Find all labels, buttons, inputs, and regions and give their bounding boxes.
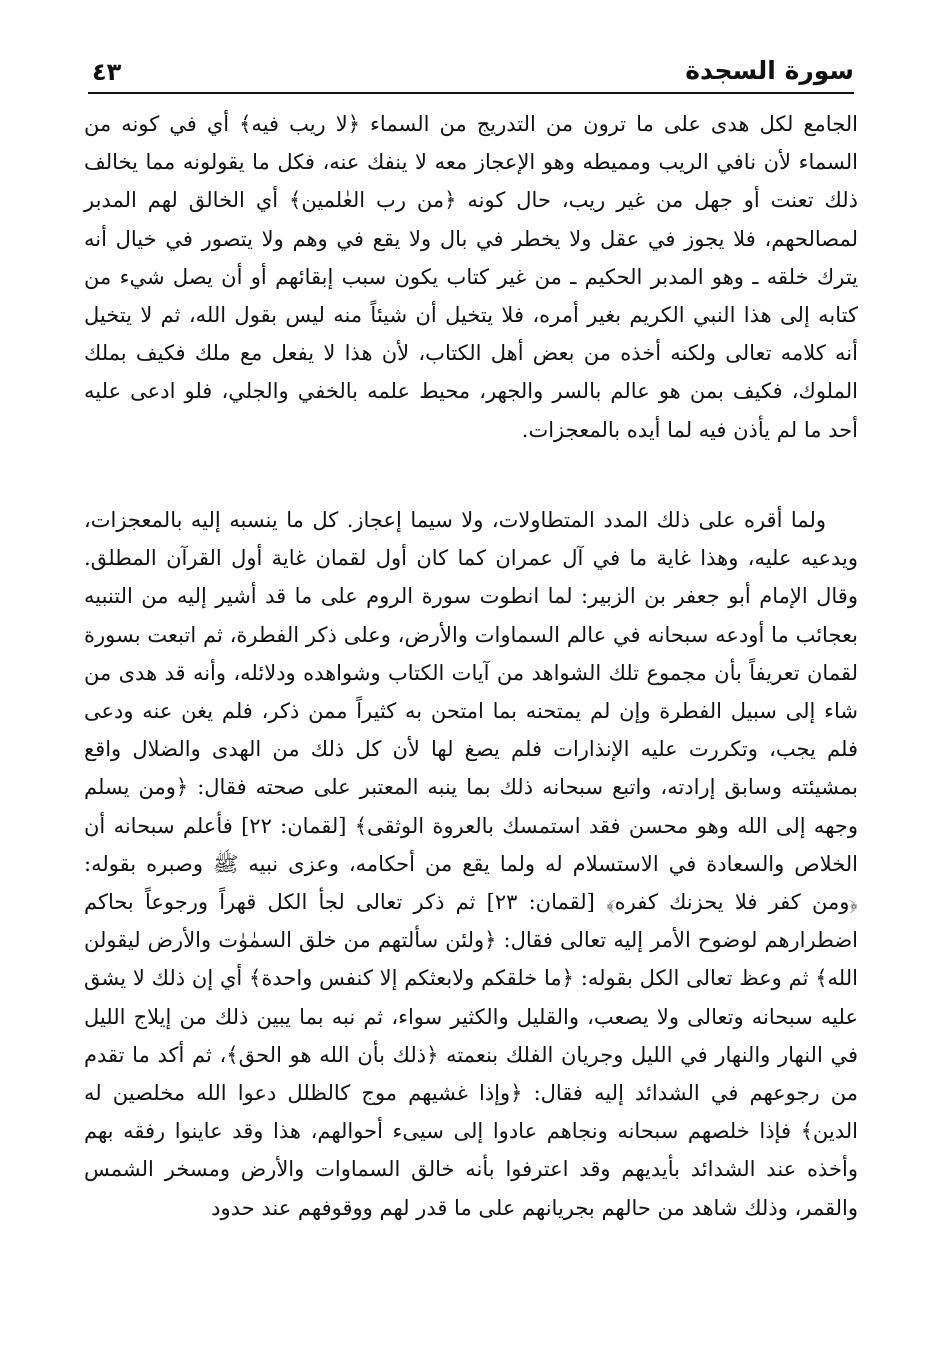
body-text-bottom	[84, 501, 858, 1227]
paragraph: ولما أقره على ذلك المدد المتطاولات، ولا سيما إعجاز. كل ما ينسبه إليه بالمعجزات، ويدعيه عليه، وهذا غاية ما في آل عمران كما كان أول لقمان غاية أول القرآن المطلق. وقال الإمام أبو جعفر بن الزبير: لما انطوت سورة الروم على ما قد أشير إليه من التنبيه بعجائب ما أودعه سبحانه في عالم السماوات والأرض، وعلى ذكر الفطرة، ثم اتبعت بسورة لقمان تعريفاً بأن مجموع تلك الشواهد من آيات الكتاب وشواهده ودلائله، وأنه قد هدى من شاء إلى سبيل الفطرة وإن لم يمتحنه بما امتحن به كثيراً ممن ذكر، فلم يغن عنه ودعى فلم يجب، وتكررت عليه الإنذارات فلم يصغ لها لأن كل ذلك من الهدى والضلال واقع بمشيئته وسابق إرادته، واتبع سبحانه ذلك بما ينبه المعتبر على صحته فقال: ﴿ومن يسلم وجهه إلى الله وهو محسن فقد استمسك بالعروة الوثقى﴾ [لقمان: ٢٢] فأعلم سبحانه أن الخلاص والسعادة في الاستسلام له ولما يقع من أحكامه، وعزى نبيه ﷺ وصبره بقوله: ﴿ومن كفر فلا يحزنك كفره﴾ [لقمان: ٢٣] ثم ذكر تعالى لجأ الكل قهراً ورجوعاً بحاكم اضطرارهم لوضوح الأمر إليه تعالى فقال: ﴿ولئن سألتهم من خلق السمٰوٰت والأرض ليقولن الله﴾ ثم وعظ تعالى الكل بقوله: ﴿ما خلقكم ولابعثكم إلا كنفس واحدة﴾ أي إن ذلك لا يشق عليه سبحانه وتعالى ولا يصعب، والقليل والكثير سواء، ثم نبه بما يبين ذلك من إيلاج الليل في النهار والنهار في الليل وجريان الفلك بنعمته ﴿ذلك بأن الله هو الحق﴾، ثم أكد ما تقدم من رجوعهم في الشدائد إليه فقال: ﴿وإذا غشيهم موج كالظلل دعوا الله مخلصين له الدين﴾ فإذا خلصهم سبحانه ونجاهم عادوا إلى سيىء أحوالهم، هذا وقد عاينوا رفقه بهم وأخذه عند الشدائد بأيديهم وقد اعترفوا بأنه خالق السماوات والأرض ومسخر الشمس والقمر، وذلك شاهد من حالهم بجريانهم على ما قدر لهم ووقوفهم عند حدود	[84, 508, 858, 1220]
page-header	[88, 52, 854, 94]
page-number: ٤٣	[92, 58, 122, 86]
body-text-top	[84, 105, 858, 449]
surah-title: سورة السجدة	[685, 56, 854, 85]
paragraph: الجامع لكل هدى على ما ترون من التدريج من السماء ﴿لا ريب فيه﴾ أي في كونه من السماء لأن نافي الريب ومميطه وهو الإعجاز معه لا ينفك عنه، فكل ما يقولونه مما يخالف ذلك تعنت أو جهل من غير ريب، حال كونه ﴿من رب العٰلمين﴾ أي الخالق لهم المدبر لمصالحهم، فلا يجوز في عقل ولا يخطر في بال ولا يقع في وهم ولا يتصور في خيال أنه يترك خلقه ـ وهو المدبر الحكيم ـ من غير كتاب يكون سبب إبقائهم أو أن يصل شيء من كتابه إلى هذا النبي الكريم بغير أمره، فلا يتخيل أن شيئاً منه ليس بقول الله، ثم لا يتخيل أنه كلامه تعالى ولكنه أخذه من بعض أهل الكتاب، لأن هذا لا يفعل مع ملك فكيف بملك الملوك، فكيف بمن هو عالم بالسر والجهر، محيط علمه بالخفي والجلي، فلو ادعى عليه أحد ما لم يأذن فيه لما أيده بالمعجزات.	[84, 112, 858, 442]
